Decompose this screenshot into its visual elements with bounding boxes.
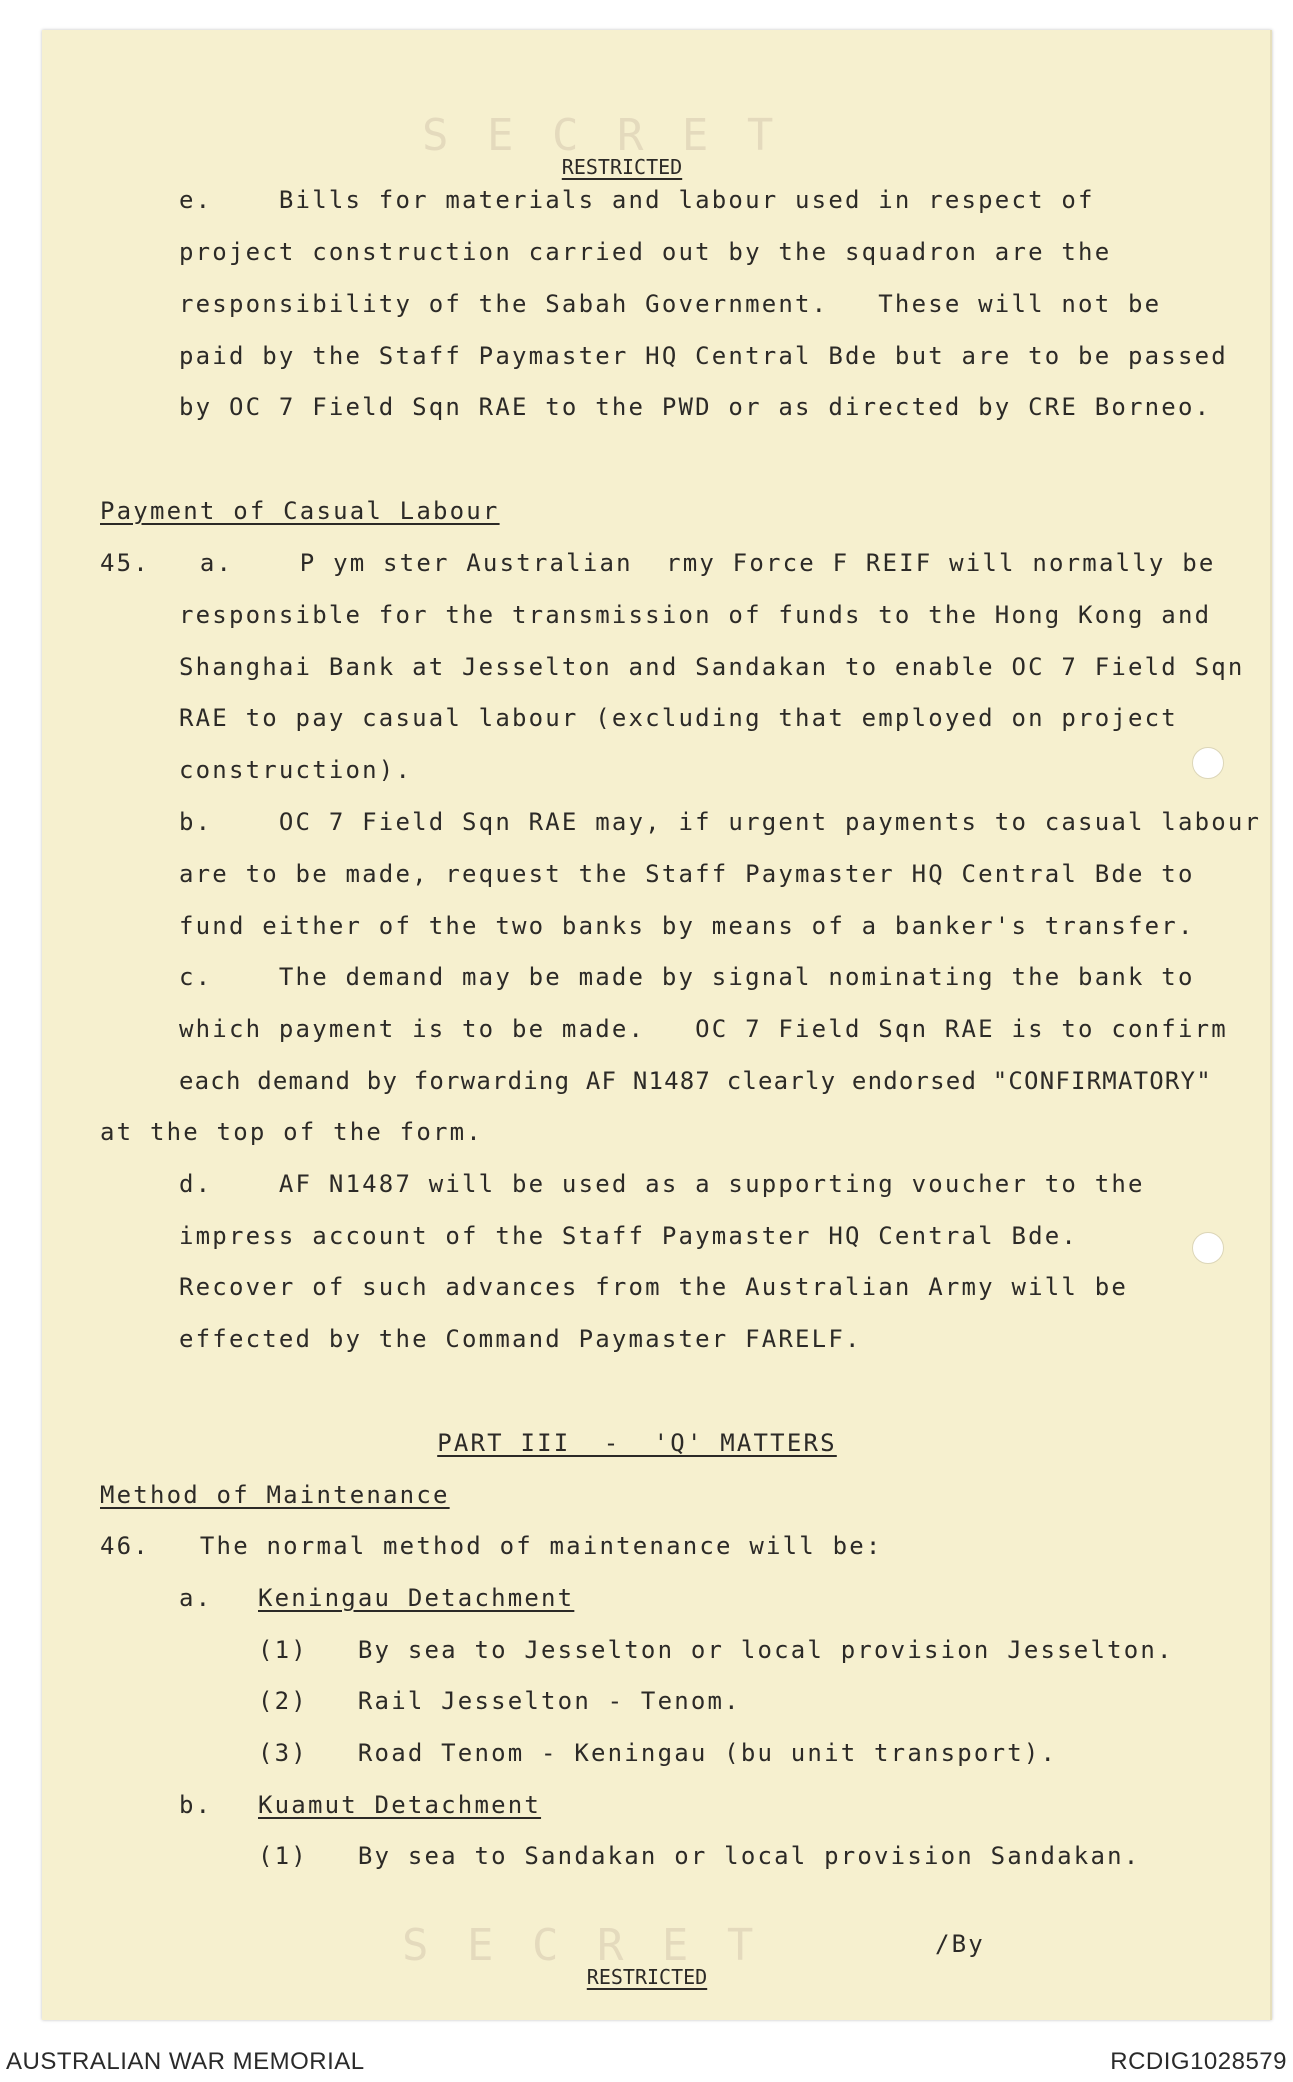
punch-hole-lower <box>1192 1232 1224 1264</box>
para-c-line-2: which payment is to be made. OC 7 Field Sqn RAE is to confirm <box>179 1015 1228 1043</box>
sub-b-item-1: (1) By sea to Sandakan or local provision Sandakan. <box>258 1842 1141 1870</box>
archive-record-id: RCDIG1028579 <box>1110 2048 1287 2075</box>
para-c-line-1: c. The demand may be made by signal nominating the bank to <box>179 963 1195 991</box>
para-e-line-4: paid by the Staff Paymaster HQ Central Bde but are to be passed <box>179 342 1228 370</box>
para-d-line-2: impress account of the Staff Paymaster HQ Central Bde. <box>179 1222 1079 1250</box>
para-46-intro: 46. The normal method of maintenance will be: <box>100 1532 883 1560</box>
punch-hole-upper <box>1192 747 1224 779</box>
sub-a-title: Keningau Detachment <box>258 1584 575 1612</box>
footer-classification: RESTRICTED <box>586 1965 708 1989</box>
para-e-line-1: e. Bills for materials and labour used in respect of <box>179 186 1095 214</box>
section-heading-casual-labour: Payment of Casual Labour <box>100 497 500 525</box>
para-d-line-3: Recover of such advances from the Australian Army will be <box>179 1273 1129 1301</box>
document-page <box>42 30 1272 2020</box>
para-45-line-3: Shanghai Bank at Jesselton and Sandakan to enable OC 7 Field Sqn <box>179 653 1245 681</box>
header-classification: RESTRICTED <box>561 155 683 179</box>
para-45-line-5: construction). <box>179 756 413 784</box>
sub-a-item-2: (2) Rail Jesselton - Tenom. <box>258 1687 741 1715</box>
para-e-line-3: responsibility of the Sabah Government. These will not be <box>179 290 1162 318</box>
part-iii-title: PART III - 'Q' MATTERS <box>437 1429 837 1457</box>
para-e-line-5: by OC 7 Field Sqn RAE to the PWD or as directed by CRE Borneo. <box>179 393 1212 421</box>
para-45-line-2: responsible for the transmission of funds to the Hong Kong and <box>179 601 1212 629</box>
para-c-line-3: each demand by forwarding AF N1487 clearly endorsed "CONFIRMATORY" <box>179 1067 1212 1095</box>
para-d-line-4: effected by the Command Paymaster FARELF. <box>179 1325 862 1353</box>
para-d-line-1: d. AF N1487 will be used as a supporting voucher to the <box>179 1170 1145 1198</box>
bleed-through-stamp-bottom: S E C R E T <box>402 1920 760 1971</box>
archive-source-label: AUSTRALIAN WAR MEMORIAL <box>6 2048 365 2075</box>
sub-b-title: Kuamut Detachment <box>258 1791 542 1819</box>
bleed-through-stamp-top: S E C R E T <box>422 110 780 161</box>
para-c-line-4: at the top of the form. <box>100 1118 483 1146</box>
sub-a-item-1: (1) By sea to Jesselton or local provision Jesselton. <box>258 1636 1174 1664</box>
sub-b-label: b. <box>179 1791 213 1819</box>
sub-a-item-3: (3) Road Tenom - Keningau (bu unit transport). <box>258 1739 1058 1767</box>
para-b-line-1: b. OC 7 Field Sqn RAE may, if urgent payments to casual labour <box>179 808 1262 836</box>
para-b-line-3: fund either of the two banks by means of a banker's transfer. <box>179 912 1195 940</box>
para-45-line-1: 45. a. P ym ster Australian rmy Force F REIF will normally be <box>100 549 1216 577</box>
para-e-line-2: project construction carried out by the squadron are the <box>179 238 1112 266</box>
section-heading-maintenance: Method of Maintenance <box>100 1481 450 1509</box>
para-b-line-2: are to be made, request the Staff Paymaster HQ Central Bde to <box>179 860 1195 888</box>
continuation-marker: /By <box>935 1930 985 1958</box>
sub-a-label: a. <box>179 1584 213 1612</box>
para-45-line-4: RAE to pay casual labour (excluding that employed on project <box>179 704 1178 732</box>
